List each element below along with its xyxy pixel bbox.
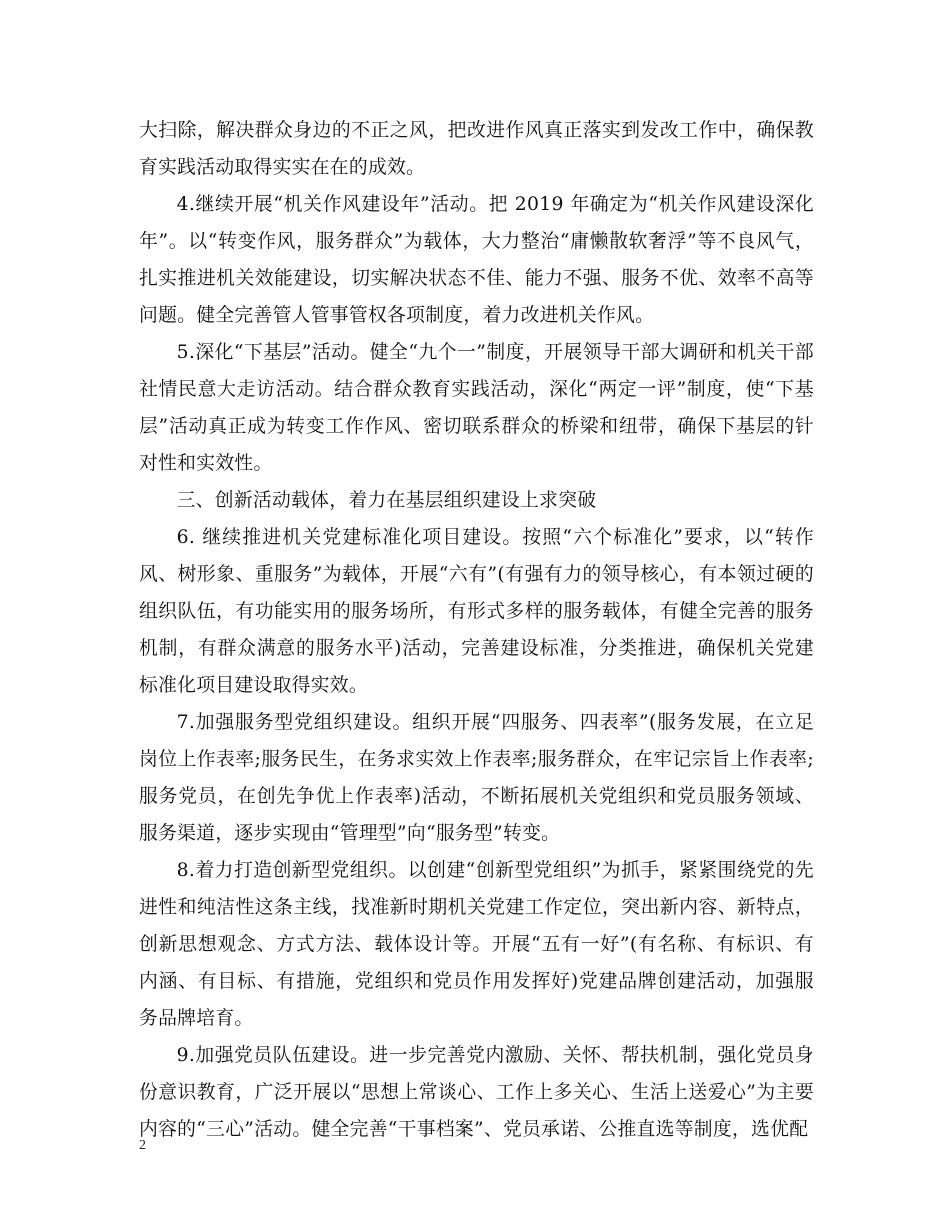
page-number: 2 — [139, 1138, 146, 1153]
paragraph-item-8: 8.着力打造创新型党组织。以创建“创新型党组织”为抓手，紧紧围绕党的先进性和纯洁性这条主线，找准新时期机关党建工作定位，突出新内容、新特点，创新思想观念、方式方法、载体设计等。开展“五有一好”(有名称、有标识、有内涵、有目标、有措施，党组织和党员作用发挥好)党建品牌创建活动，加强服务品牌培育。 — [139, 860, 814, 1029]
section-heading-3: 三、创新活动载体，着力在基层组织建设上求突破 — [176, 490, 597, 511]
paragraph-item-7: 7.加强服务型党组织建设。组织开展“四服务、四表率”(服务发展，在立足岗位上作表率;服务民生，在务求实效上作表率;服务群众，在牢记宗旨上作表率;服务党员，在创先争优上作表率)活动，不断拓展机关党组织和党员服务领域、服务渠道，逐步实现由“管理型”向“服务型”转变。 — [139, 712, 814, 844]
paragraph-item-6: 6. 继续推进机关党建标准化项目建设。按照“六个标准化”要求，以“转作风、树形象、重服务”为载体，开展“六有”(有强有力的领导核心，有本领过硬的组织队伍，有功能实用的服务场所，有形式多样的服务载体，有健全完善的服务机制，有群众满意的服务水平)活动，完善建设标准，分类推进，确保机关党建标准化项目建设取得实效。 — [139, 527, 814, 696]
document-body — [139, 112, 814, 1148]
paragraph-item-9: 9.加强党员队伍建设。进一步完善党内激励、关怀、帮扶机制，强化党员身份意识教育，广泛开展以“思想上常谈心、工作上多关心、生活上送爱心”为主要内容的“三心”活动。健全完善“干事档案”、党员承诺、公推直选等制度，选优配 — [139, 1045, 814, 1140]
paragraph-item-5: 5.深化“下基层”活动。健全“九个一”制度，开展领导干部大调研和机关干部社情民意大走访活动。结合群众教育实践活动，深化“两定一评”制度，使“下基层”活动真正成为转变工作作风、密切联系群众的桥梁和纽带，确保下基层的针对性和实效性。 — [139, 342, 814, 474]
paragraph-item-4: 4.继续开展“机关作风建设年”活动。把 2019 年确定为“机关作风建设深化年”。以“转变作风，服务群众”为载体，大力整治“庸懒散软奢浮”等不良风气，扎实推进机关效能建设，切实解决状态不佳、能力不强、服务不优、效率不高等问题。健全完善管人管事管权各项制度，着力改进机关作风。 — [139, 194, 814, 326]
paragraph-continuation: 大扫除，解决群众身边的不正之风，把改进作风真正落实到发改工作中，确保教育实践活动取得实实在在的成效。 — [139, 120, 814, 178]
